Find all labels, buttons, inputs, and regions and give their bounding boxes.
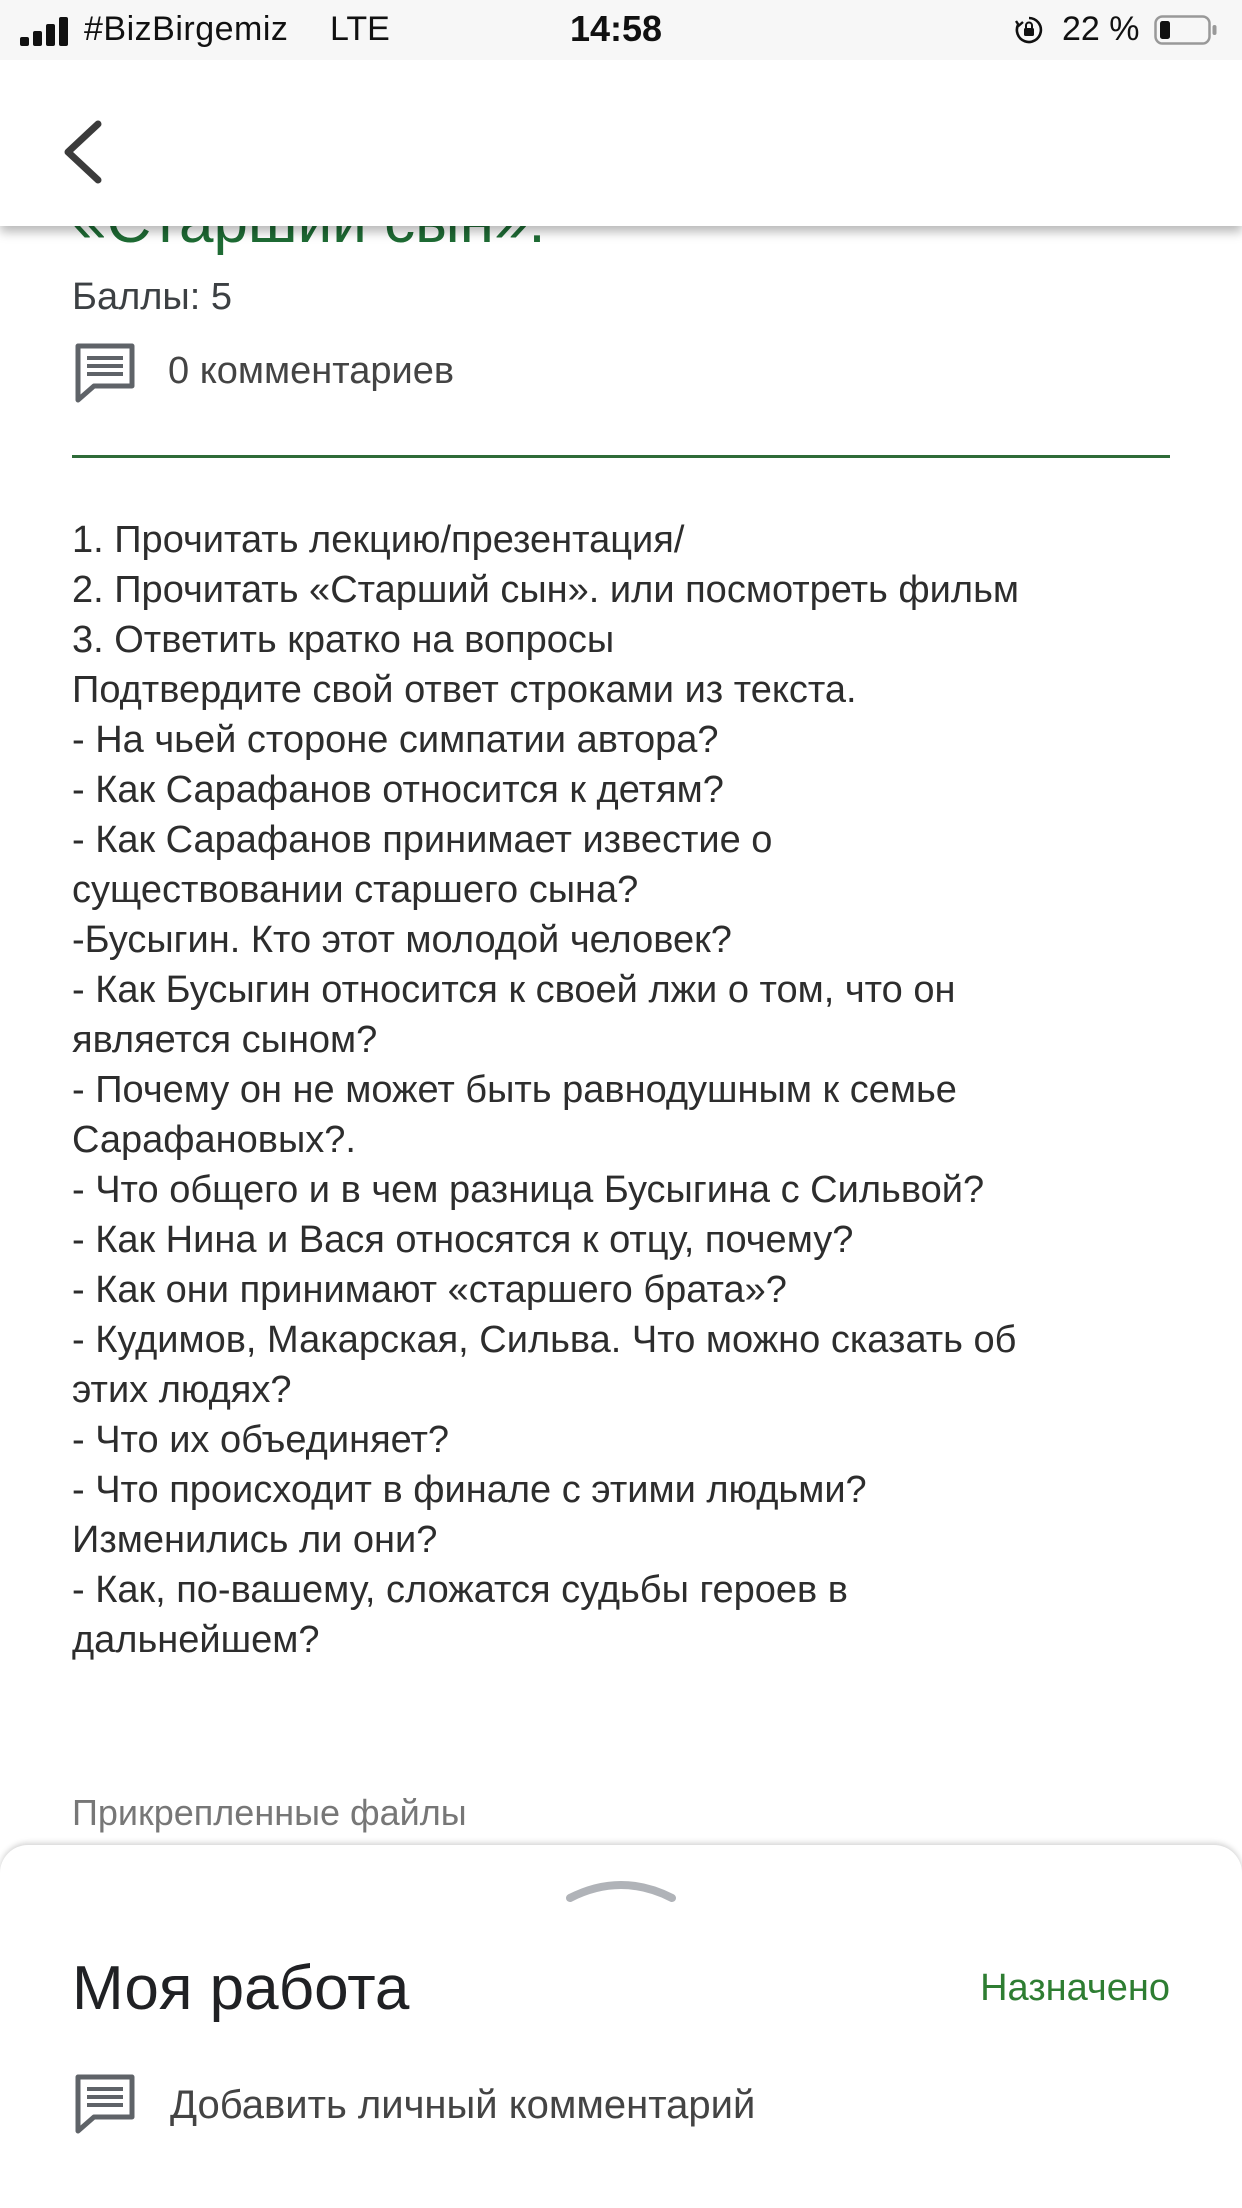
class-comments-link[interactable] <box>72 340 672 404</box>
battery-icon <box>1154 15 1218 45</box>
description-line: - Кудимов, Макарская, Сильва. Что можно сказать об <box>72 1319 1017 1361</box>
add-private-comment-button[interactable] <box>72 2073 972 2143</box>
description-line: - Как Бусыгин относится к своей лжи о том, что он <box>72 969 956 1011</box>
status-bar <box>0 0 1242 60</box>
description-line: - Как, по-вашему, сложатся судьбы героев в <box>72 1569 848 1611</box>
description-line: 3. Ответить кратко на вопросы <box>72 619 615 661</box>
description-line: -Бусыгин. Кто этот молодой человек? <box>72 919 732 961</box>
description-line: Изменились ли они? <box>72 1519 438 1561</box>
my-work-sheet[interactable] <box>0 1845 1242 2208</box>
description-line: 2. Прочитать «Старший сын». или посмотреть фильм <box>72 569 1019 611</box>
description-line: - Что общего и в чем разница Бусыгина с Сильвой? <box>72 1169 985 1211</box>
private-comment-label: Добавить личный комментарий <box>170 2083 756 2127</box>
orientation-lock-icon <box>1014 15 1044 45</box>
app-bar <box>0 60 1242 226</box>
description-line: - Как Нина и Вася относятся к отцу, почему? <box>72 1219 854 1261</box>
work-status: Назначено <box>980 1967 1170 2009</box>
description-line: - Что их объединяет? <box>72 1419 450 1461</box>
description-line: существовании старшего сына? <box>72 869 639 911</box>
description-line: этих людях? <box>72 1369 292 1411</box>
description-line: - На чьей стороне симпатии автора? <box>72 719 719 761</box>
description-line: 1. Прочитать лекцию/презентация/ <box>72 519 685 561</box>
points-label: Баллы: 5 <box>72 276 232 318</box>
signal-icon <box>20 16 72 46</box>
description-line: Сарафановых?. <box>72 1119 356 1161</box>
network-type: LTE <box>330 10 390 48</box>
description-line: Подтвердите свой ответ строками из текста. <box>72 669 857 711</box>
description-line: - Как Сарафанов относится к детям? <box>72 769 724 811</box>
chevron-left-icon <box>68 124 98 180</box>
description-line: - Почему он не может быть равнодушным к семье <box>72 1069 957 1111</box>
divider <box>72 455 1170 458</box>
description-line: - Что происходит в финале с этими людьми? <box>72 1469 867 1511</box>
description-line: - Как Сарафанов принимает известие о <box>72 819 773 861</box>
private-comment-icon <box>72 2073 138 2135</box>
my-work-title: Моя работа <box>72 1954 410 2023</box>
assignment-description <box>72 515 1192 1665</box>
description-line: - Как они принимают «старшего брата»? <box>72 1269 787 1311</box>
battery-percentage: 22 % <box>1062 10 1140 48</box>
description-line: является сыном? <box>72 1019 378 1061</box>
comments-count: 0 комментариев <box>168 350 455 392</box>
back-button[interactable] <box>50 112 120 192</box>
carrier-name: #BizBirgemiz <box>84 10 289 48</box>
comment-icon <box>72 342 138 404</box>
clock: 14:58 <box>570 8 663 49</box>
description-line: дальнейшем? <box>72 1619 320 1661</box>
expand-handle-icon[interactable] <box>562 1870 680 1906</box>
attachments-heading: Прикрепленные файлы <box>72 1792 467 1833</box>
